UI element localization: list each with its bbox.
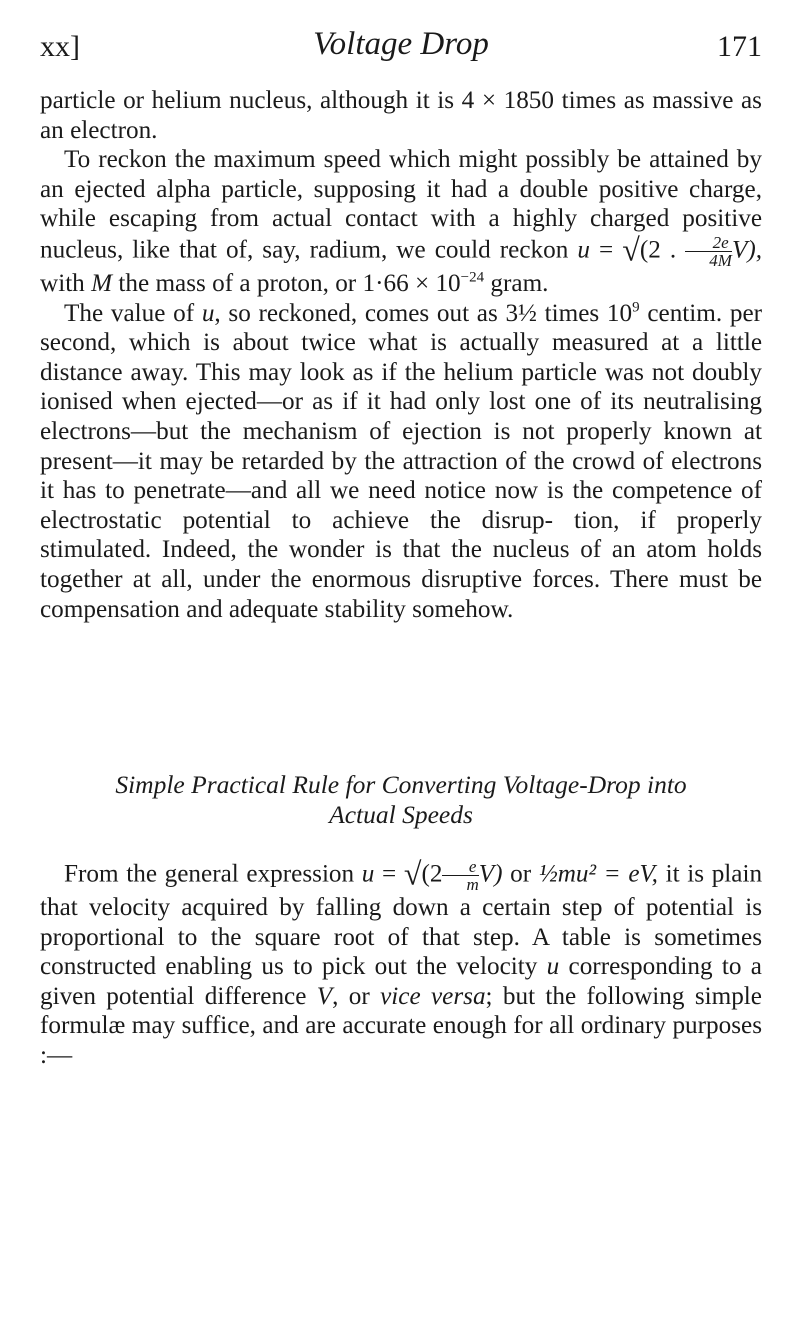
fraction-2e-4m	[685, 234, 732, 269]
text-word: gram.	[484, 269, 549, 297]
text-word: the	[118, 269, 150, 297]
text-line: radium, we could reckon	[309, 236, 569, 264]
text-line: may suffice, and are accurate enough for all ordinary	[131, 1012, 667, 1040]
math-u: u	[361, 860, 375, 888]
math-v: V	[316, 982, 333, 1010]
paragraph-formula	[40, 855, 763, 1071]
math-text: (2 .	[639, 236, 677, 264]
main-text	[40, 86, 762, 624]
fraction-numerator: e	[468, 857, 477, 876]
text-line: mechanism of ejection is not properly known at present—it	[40, 417, 763, 475]
text-line: competence of electrostatic potential to achieve the disrup-	[40, 477, 762, 534]
math-text: (2	[421, 860, 443, 888]
text-line: tion, if properly stimulated. Indeed, the wonder is that	[40, 506, 762, 564]
text-line: step of potential is proportional to the square root of that	[40, 894, 762, 951]
text-line: enormous disruptive forces. There must be compensation	[40, 565, 762, 623]
running-header	[40, 18, 762, 70]
running-title: Voltage Drop	[313, 26, 489, 62]
italic-phrase: vice versa	[380, 982, 486, 1010]
text-line: attained by an ejected alpha particle, supposing it had a	[40, 146, 762, 203]
text-line: particle or helium nucleus, although it is 4 × 1850 times as	[40, 87, 645, 114]
text-line: may be retarded by the attraction of the crowd of electrons	[159, 447, 762, 475]
heading-line: Actual Speeds	[329, 800, 473, 829]
text-line: purposes :—	[40, 1012, 762, 1069]
text-line: and adequate stability somehow.	[186, 595, 514, 623]
text-word: with	[40, 269, 85, 297]
chapter-number: xx]	[40, 30, 80, 63]
text-line: if it had only lost one of its neutralising electrons—but the	[40, 388, 763, 445]
heading-line: Simple Practical Rule for Converting Voltage-Drop into	[115, 770, 687, 799]
math-m: M	[91, 269, 113, 297]
fraction-denominator: m	[442, 875, 478, 893]
paragraph-reckon	[40, 145, 762, 298]
text-line: centim. per second, which is about twice what is actually	[40, 299, 763, 357]
text-line: massive as an electron.	[40, 87, 762, 144]
fraction-e-m	[442, 858, 478, 893]
text-line: ; but the following simple formulæ	[40, 982, 762, 1040]
math-energy-equation: ½mu² = eV,	[538, 860, 658, 888]
text-line: The value of	[64, 299, 195, 327]
fraction-numerator: 2e	[712, 232, 729, 252]
text-line: double positive charge, while escaping from actual contact	[40, 175, 762, 233]
text-line: the nucleus of an atom holds together at all, under the	[40, 536, 762, 593]
text-word: or	[510, 860, 532, 888]
text-line: measured at a little distance away. This may look as if the	[40, 329, 762, 386]
text-line: step. A table is sometimes constructed enabling us to	[40, 923, 763, 981]
text-word: , or	[332, 982, 370, 1010]
math-v: V)	[478, 860, 503, 888]
text-line: with a highly charged positive nucleus, like that of, say,	[40, 205, 763, 264]
section-text	[40, 855, 763, 1071]
fraction-denominator: 4M	[685, 251, 732, 269]
math-v: V),	[731, 236, 763, 264]
math-equals: =	[382, 860, 397, 888]
text-line: pick out the velocity	[322, 953, 538, 981]
exponent: 9	[632, 299, 640, 316]
text-line: it is plain that velocity acquired by falling down a certain	[40, 860, 763, 921]
section-heading	[40, 770, 762, 830]
text-line: , so reckoned, comes out as 3½ times 10	[214, 299, 633, 327]
math-u: u	[201, 299, 215, 327]
sqrt-symbol: √	[622, 231, 640, 268]
exponent: −24	[460, 269, 485, 286]
text-line: helium particle was not doubly ionised when ejected—or as	[40, 358, 763, 416]
math-equals: =	[599, 236, 614, 264]
text-line: mass of a proton, or 1·66 × 10	[155, 269, 461, 297]
paragraph-value	[40, 299, 762, 625]
math-u: u	[577, 236, 590, 264]
text-line: it has to penetrate—and all we need notice now is the	[40, 477, 604, 505]
text-line: corresponding to a given potential	[40, 953, 762, 1010]
text-line: To reckon the maximum speed which might possibly be	[64, 146, 642, 174]
text-line: From the general expression	[64, 860, 355, 888]
math-u: u	[546, 953, 560, 981]
text-word: difference	[204, 982, 307, 1010]
sqrt-symbol: √	[403, 855, 422, 892]
paragraph-continued	[40, 86, 762, 145]
page-number: 171	[717, 30, 762, 63]
